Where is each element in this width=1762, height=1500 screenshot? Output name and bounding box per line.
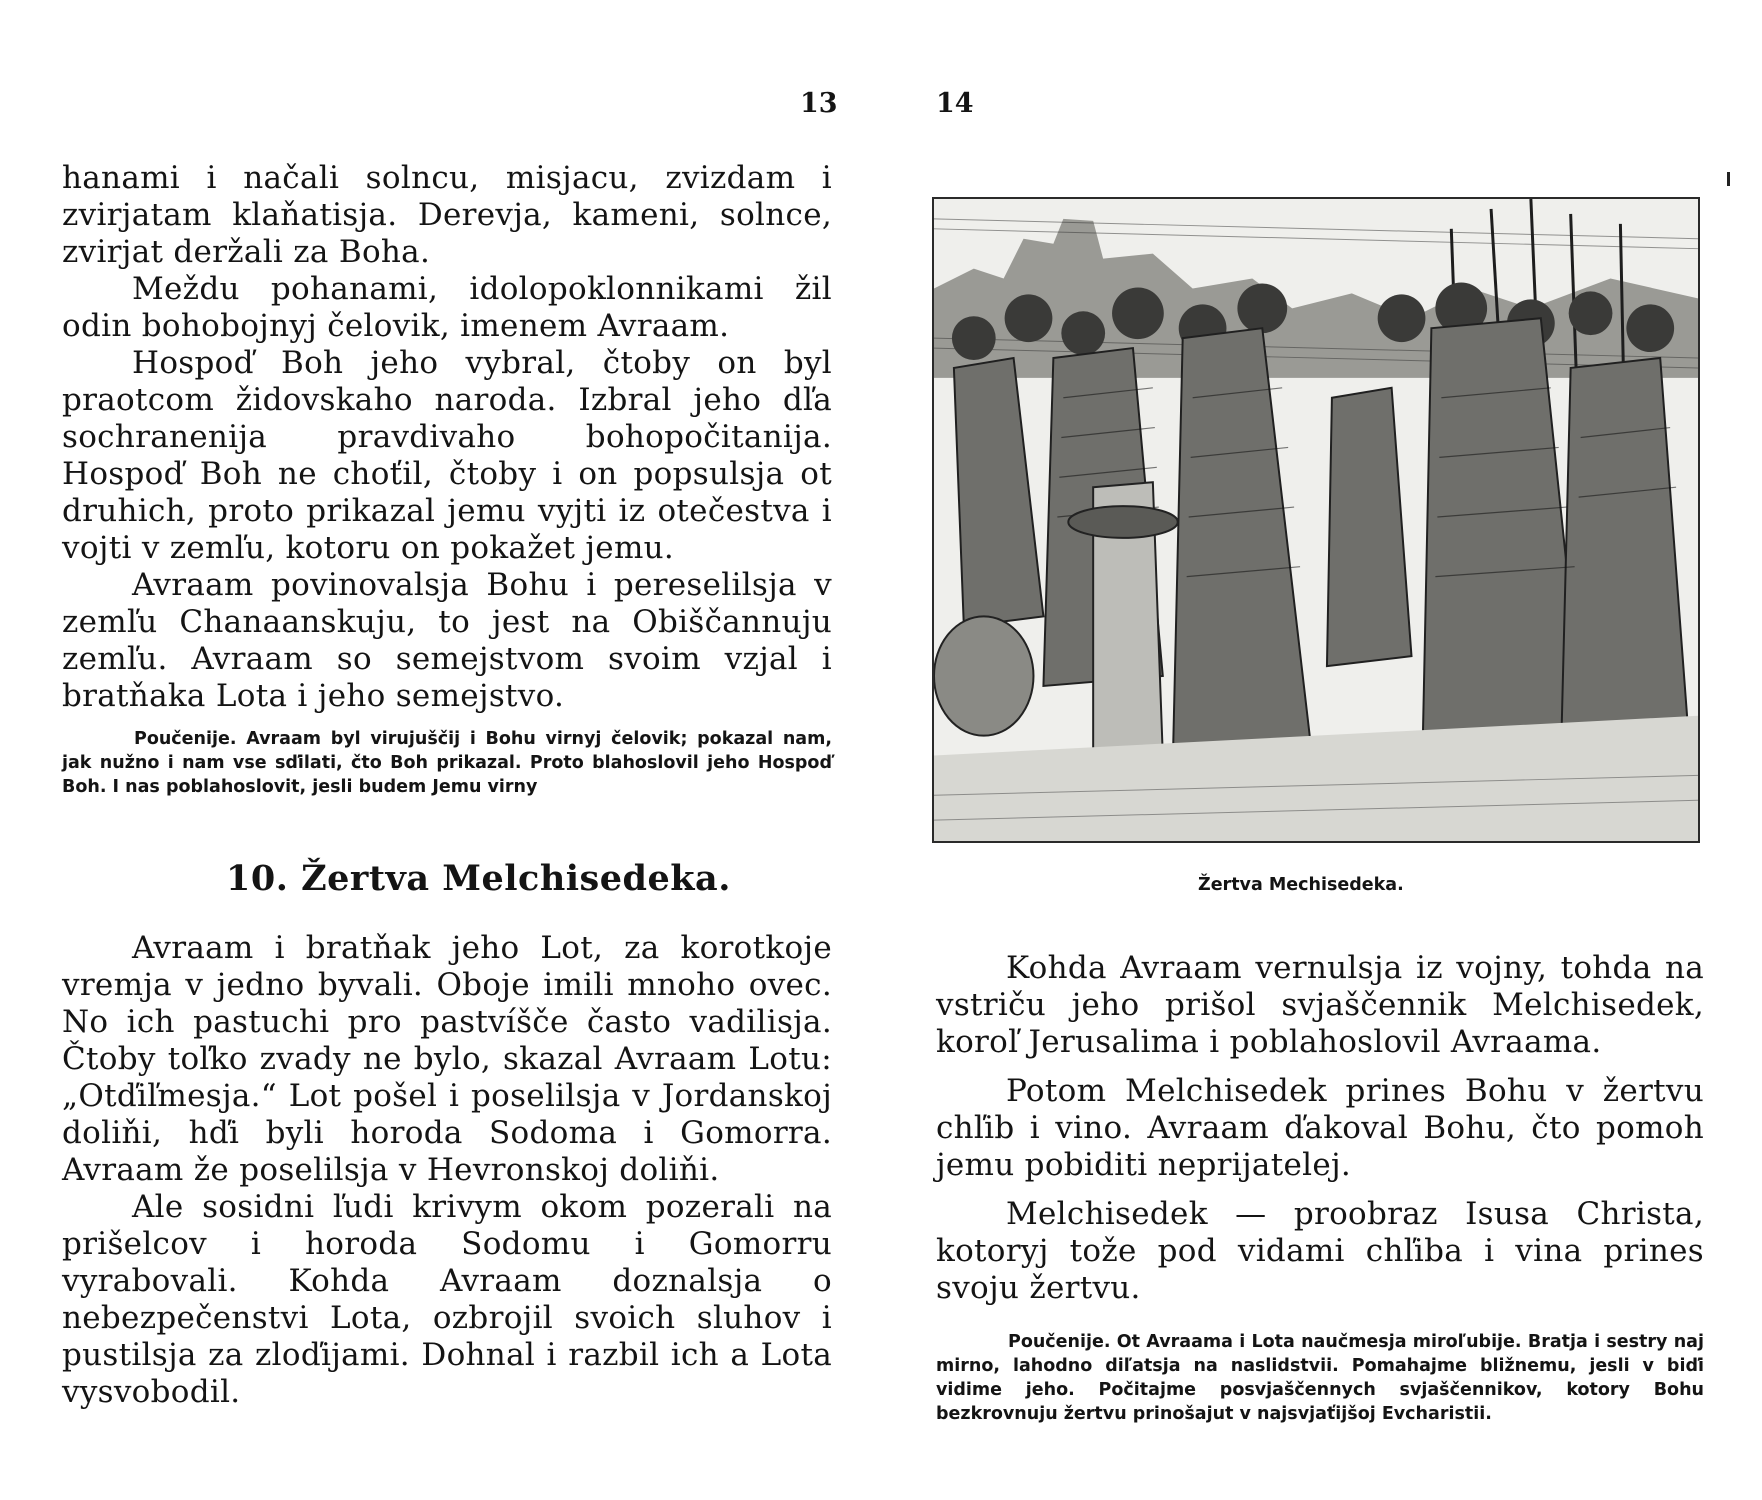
right-lesson-block xyxy=(936,1330,1704,1426)
left-lesson-block xyxy=(62,727,832,799)
engraving-illustration xyxy=(932,197,1700,843)
paragraph: Avraam i bratňak jeho Lot, za korotkoje vremja v jedno byvali. Oboje imili mnoho ovec. No ich pastuchi pro pastvíšče často vadilisja. Čtoby toľko zvady ne bylo, skazal Avraam Lotu: „Otďiľmesja.“ Lot pošel i poselilsja v Jordanskoj doliňi, hďi byli horoda Sodoma i Gomorra. Avraam že poselilsja v Hevronskoj doliňi. xyxy=(62,930,832,1188)
section-heading: 10. Žertva Melchisedeka. xyxy=(226,858,731,899)
lesson-note: Poučenije. Avraam byl virujuščij i Bohu virnyj čelovik; pokazal nam, jak nužno i nam vse sďilati, čto Boh prikazal. Proto blahoslovil jeho Hospoď Boh. I nas poblahoslovit, jesli budem Jemu virny xyxy=(62,729,832,797)
paragraph: Kohda Avraam vernulsja iz vojny, tohda na vstriču jeho prišol svjaščennik Melchisedek, koroľ Jerusalima i poblahoslovil Avraama. xyxy=(936,950,1704,1060)
paragraph: Meždu pohanami, idolopoklonnikami žil odin bohobojnyj čelovik, imenem Avraam. xyxy=(62,271,832,344)
page-number-left: 13 xyxy=(800,88,838,119)
paragraph: Hospoď Boh jeho vybral, čtoby on byl praotcom židovskaho naroda. Izbral jeho dľa sochranenija pravdivaho bohopočitanija. Hospoď Boh ne choťil, čtoby i on popsulsja ot druhich, proto prikazal jemu vyjti iz otečestva i vojti v zemľu, kotoru on pokažet jemu. xyxy=(62,345,832,566)
lesson-note: Poučenije. Ot Avraama i Lota naučmesja miroľubije. Bratja i sestry naj mirno, lahodno diľatsja na naslidstvii. Pomahajme bližnemu, jesli v biďi vidime jeho. Počitajme posvjaščennych svjaščennikov, kotory Bohu bezkrovnuju žertvu prinošajut v najsvjaťijšoj Evcharistii. xyxy=(936,1332,1704,1424)
margin-mark xyxy=(1727,172,1730,186)
paragraph: Avraam povinovalsja Bohu i pereselilsja v zemľu Chanaanskuju, to jest na Obiščannuju zemľu. Avraam so semejstvom svoim vzjal i bratňaka Lota i jeho semejstvo. xyxy=(62,567,832,714)
left-text-block xyxy=(62,160,832,715)
paragraph: Potom Melchisedek prines Bohu v žertvu chľib i vino. Avraam ďakoval Bohu, čto pomoh jemu pobiditi neprijatelej. xyxy=(936,1073,1704,1183)
paragraph: Melchisedek — proobraz Isusa Christa, kotoryj tože pod vidami chľiba i vina prines svoju žertvu. xyxy=(936,1196,1704,1306)
illustration-caption: Žertva Mechisedeka. xyxy=(1198,875,1404,895)
page-number-right: 14 xyxy=(936,88,974,119)
paragraph: Ale sosidni ľudi krivym okom pozerali na prišelcov i horoda Sodomu i Gomorru vyrabovali. Kohda Avraam doznalsja o nebezpečenstvi Lota, ozbrojil svoich sluhov i pustilsja za zloďijami. Dohnal i razbil ich a Lota vysvobodil. xyxy=(62,1189,832,1410)
left-page xyxy=(0,0,880,1500)
paragraph: hanami i načali solncu, misjacu, zvizdam i zvirjatam klaňatisja. Derevja, kameni, solnce, zvirjat deržali za Boha. xyxy=(62,160,832,270)
right-text-block xyxy=(936,950,1704,1307)
section-text-block xyxy=(62,930,832,1411)
engraving-drawing xyxy=(934,199,1698,841)
